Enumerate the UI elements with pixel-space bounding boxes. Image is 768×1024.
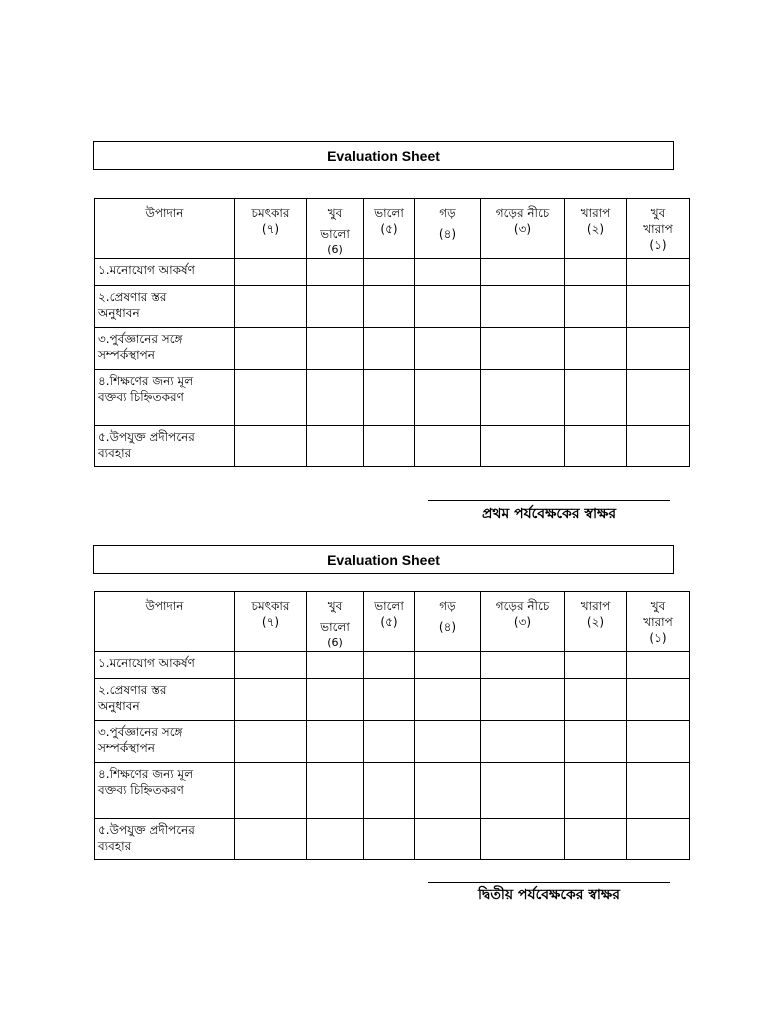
rating-cell[interactable]: [307, 819, 364, 860]
rating-cell[interactable]: [307, 370, 364, 426]
rating-cell[interactable]: [565, 721, 627, 763]
rating-cell[interactable]: [627, 286, 690, 328]
header-element: উপাদান: [95, 199, 235, 259]
rating-cell[interactable]: [415, 328, 481, 370]
rating-cell[interactable]: [364, 721, 415, 763]
rating-cell[interactable]: [481, 679, 565, 721]
rating-cell[interactable]: [364, 763, 415, 819]
row-label: ১.মনোযোগ আকর্ষণ: [95, 259, 235, 286]
header-bad: খারাপ (২): [565, 592, 627, 652]
table-row: [95, 426, 690, 467]
header-excellent: চমৎকার (৭): [235, 199, 307, 259]
table-row: [95, 652, 690, 679]
rating-cell[interactable]: [627, 328, 690, 370]
rating-cell[interactable]: [565, 286, 627, 328]
row-label: ৫.উপযুক্ত প্রদীপনের ব্যবহার: [95, 819, 235, 860]
table-row: [95, 721, 690, 763]
rating-cell[interactable]: [415, 286, 481, 328]
sheet-title: Evaluation Sheet: [93, 141, 674, 170]
rating-cell[interactable]: [627, 763, 690, 819]
table-row: [95, 763, 690, 819]
rating-cell[interactable]: [627, 426, 690, 467]
rating-cell[interactable]: [627, 679, 690, 721]
rating-cell[interactable]: [235, 679, 307, 721]
header-below-average: গড়ের নীচে (৩): [481, 592, 565, 652]
rating-cell[interactable]: [364, 286, 415, 328]
rating-cell[interactable]: [307, 328, 364, 370]
rating-cell[interactable]: [235, 286, 307, 328]
table-row: [95, 370, 690, 426]
row-label: ৪.শিক্ষণের জন্য মূল বক্তব্য চিহ্নিতকরণ: [95, 763, 235, 819]
rating-cell[interactable]: [364, 328, 415, 370]
rating-cell[interactable]: [235, 426, 307, 467]
sheet-title: Evaluation Sheet: [93, 545, 674, 574]
rating-cell[interactable]: [481, 286, 565, 328]
rating-cell[interactable]: [364, 370, 415, 426]
rating-cell[interactable]: [235, 259, 307, 286]
rating-cell[interactable]: [307, 259, 364, 286]
rating-cell[interactable]: [235, 721, 307, 763]
rating-cell[interactable]: [307, 679, 364, 721]
rating-cell[interactable]: [307, 426, 364, 467]
rating-cell[interactable]: [364, 259, 415, 286]
rating-cell[interactable]: [565, 652, 627, 679]
table-row: [95, 328, 690, 370]
rating-cell[interactable]: [307, 721, 364, 763]
header-excellent: চমৎকার (৭): [235, 592, 307, 652]
rating-cell[interactable]: [415, 426, 481, 467]
header-good: ভালো (৫): [364, 199, 415, 259]
rating-cell[interactable]: [415, 763, 481, 819]
rating-cell[interactable]: [481, 763, 565, 819]
rating-cell[interactable]: [481, 652, 565, 679]
rating-cell[interactable]: [565, 679, 627, 721]
rating-cell[interactable]: [481, 819, 565, 860]
header-average: গড় (৪): [415, 199, 481, 259]
rating-cell[interactable]: [481, 426, 565, 467]
rating-cell[interactable]: [565, 259, 627, 286]
header-average: গড় (৪): [415, 592, 481, 652]
signature-label: প্রথম পর্যবেক্ষকের স্বাক্ষর: [481, 506, 617, 522]
rating-cell[interactable]: [565, 328, 627, 370]
rating-cell[interactable]: [307, 763, 364, 819]
table-header-row: [95, 199, 690, 259]
rating-cell[interactable]: [565, 370, 627, 426]
rating-cell[interactable]: [235, 819, 307, 860]
signature-line: [428, 500, 670, 501]
table-row: [95, 259, 690, 286]
row-label: ২.প্রেষণার স্তর অনুধাবন: [95, 679, 235, 721]
rating-cell[interactable]: [364, 652, 415, 679]
evaluation-table: [94, 591, 690, 860]
rating-cell[interactable]: [364, 426, 415, 467]
rating-cell[interactable]: [235, 328, 307, 370]
rating-cell[interactable]: [364, 819, 415, 860]
row-label: ৫.উপযুক্ত প্রদীপনের ব্যবহার: [95, 426, 235, 467]
header-bad: খারাপ (২): [565, 199, 627, 259]
rating-cell[interactable]: [415, 679, 481, 721]
header-very-bad: খুব খারাপ (১): [627, 199, 690, 259]
header-below-average: গড়ের নীচে (৩): [481, 199, 565, 259]
rating-cell[interactable]: [627, 721, 690, 763]
rating-cell[interactable]: [307, 286, 364, 328]
rating-cell[interactable]: [565, 819, 627, 860]
rating-cell[interactable]: [415, 259, 481, 286]
header-very-bad: খুব খারাপ (১): [627, 592, 690, 652]
header-very-good: খুব ভালো (6): [307, 592, 364, 652]
header-element: উপাদান: [95, 592, 235, 652]
table-row: [95, 679, 690, 721]
rating-cell[interactable]: [415, 721, 481, 763]
rating-cell[interactable]: [415, 819, 481, 860]
table-header-row: [95, 592, 690, 652]
rating-cell[interactable]: [415, 370, 481, 426]
rating-cell[interactable]: [481, 370, 565, 426]
rating-cell[interactable]: [235, 763, 307, 819]
table-row: [95, 286, 690, 328]
table-row: [95, 819, 690, 860]
rating-cell[interactable]: [481, 721, 565, 763]
row-label: ২.প্রেষণার স্তর অনুধাবন: [95, 286, 235, 328]
evaluation-table: [94, 198, 690, 467]
row-label: ৪.শিক্ষণের জন্য মূল বক্তব্য চিহ্নিতকরণ: [95, 370, 235, 426]
rating-cell[interactable]: [565, 763, 627, 819]
rating-cell[interactable]: [364, 679, 415, 721]
signature-label: দ্বিতীয় পর্যবেক্ষকের স্বাক্ষর: [478, 887, 620, 903]
header-good: ভালো (৫): [364, 592, 415, 652]
rating-cell[interactable]: [307, 652, 364, 679]
rating-cell[interactable]: [415, 652, 481, 679]
row-label: ১.মনোযোগ আকর্ষণ: [95, 652, 235, 679]
rating-cell[interactable]: [627, 652, 690, 679]
rating-cell[interactable]: [235, 370, 307, 426]
rating-cell[interactable]: [565, 426, 627, 467]
rating-cell[interactable]: [481, 328, 565, 370]
row-label: ৩.পুর্বজ্ঞানের সঙ্গে সম্পর্কস্থাপন: [95, 721, 235, 763]
rating-cell[interactable]: [627, 259, 690, 286]
header-very-good: খুব ভালো (6): [307, 199, 364, 259]
rating-cell[interactable]: [627, 819, 690, 860]
rating-cell[interactable]: [235, 652, 307, 679]
row-label: ৩.পুর্বজ্ঞানের সঙ্গে সম্পর্কস্থাপন: [95, 328, 235, 370]
rating-cell[interactable]: [481, 259, 565, 286]
rating-cell[interactable]: [627, 370, 690, 426]
